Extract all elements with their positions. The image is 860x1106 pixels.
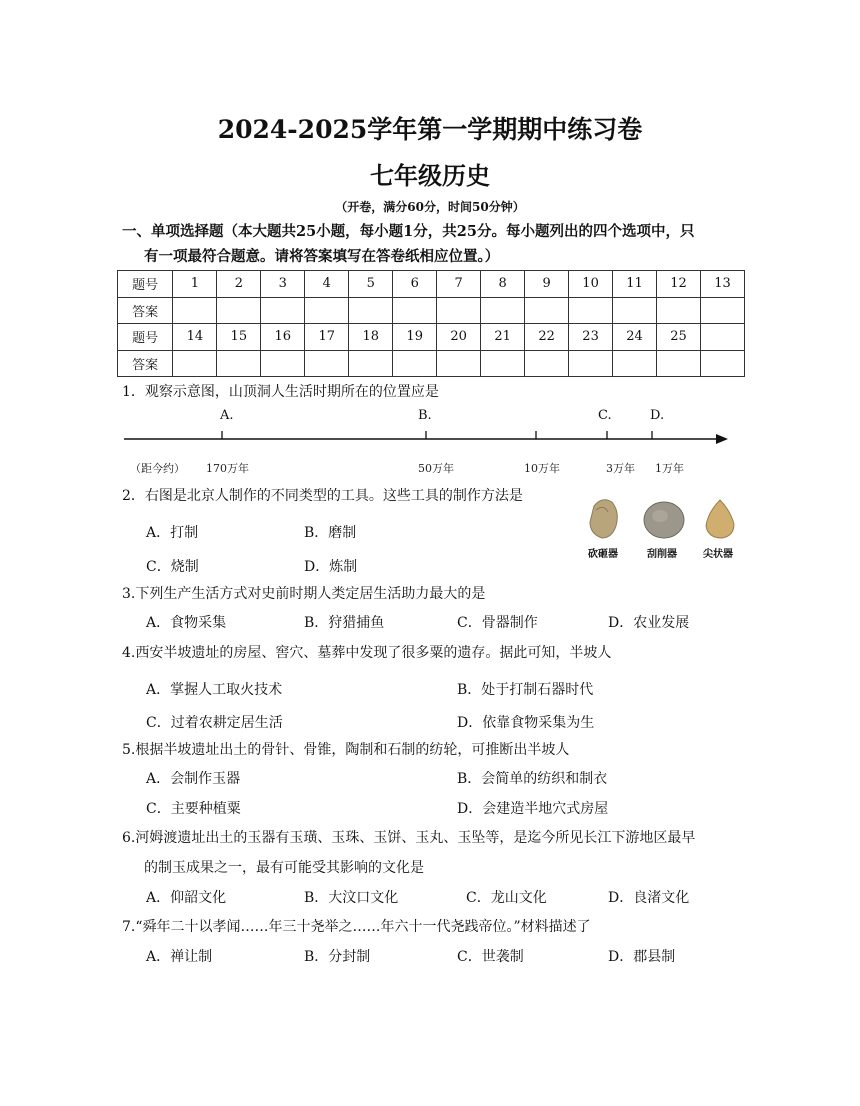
- table-cell: 18: [349, 324, 393, 351]
- section-heading-line2: 有一项最符合题意。请将答案填写在答卷纸相应位置。）: [144, 248, 500, 265]
- table-cell: 9: [525, 271, 569, 298]
- q6-option-a[interactable]: A．仰韶文化: [146, 890, 227, 906]
- table-cell: 16: [261, 324, 305, 351]
- tool-label-scraper: 刮削器: [647, 549, 677, 560]
- table-cell: 1: [173, 271, 217, 298]
- q4-option-c[interactable]: C．过着农耕定居生活: [146, 715, 283, 731]
- timeline-prefix: （距今约）: [130, 462, 185, 475]
- answer-cell[interactable]: [613, 350, 657, 377]
- answer-table: [117, 270, 745, 377]
- row-label: 题号: [118, 324, 173, 351]
- q7-option-c[interactable]: C．世袭制: [457, 949, 524, 965]
- table-cell: 23: [569, 324, 613, 351]
- q4-option-b[interactable]: B．处于打制石器时代: [457, 682, 594, 698]
- table-cell: 12: [657, 271, 701, 298]
- answer-cell[interactable]: [481, 297, 525, 324]
- timeline-label: 10万年: [524, 462, 560, 475]
- table-cell: 7: [437, 271, 481, 298]
- answer-cell[interactable]: [349, 350, 393, 377]
- q5-option-d[interactable]: D．会建造半地穴式房屋: [457, 801, 609, 817]
- answer-cell[interactable]: [481, 350, 525, 377]
- chopper-stone-icon: [590, 500, 617, 538]
- answer-cell[interactable]: [349, 297, 393, 324]
- row-label: 答案: [118, 297, 173, 324]
- answer-cell[interactable]: [569, 350, 613, 377]
- timeline-label: 50万年: [418, 462, 454, 475]
- q6-option-c[interactable]: C．龙山文化: [466, 890, 547, 906]
- timeline-mark-d: D.: [650, 408, 665, 423]
- exam-note: （开卷，满分60分，时间50分钟）: [335, 200, 525, 214]
- answer-cell[interactable]: [657, 297, 701, 324]
- table-cell: 21: [481, 324, 525, 351]
- answer-cell[interactable]: [701, 350, 745, 377]
- question-4-stem: 4.西安半坡遗址的房屋、窖穴、墓葬中发现了很多粟的遗存。据此可知，半坡人: [122, 645, 612, 661]
- q7-option-b[interactable]: B．分封制: [304, 949, 371, 965]
- q5-option-c[interactable]: C．主要种植粟: [146, 801, 241, 817]
- question-2-stem: 2．右图是北京人制作的不同类型的工具。这些工具的制作方法是: [122, 488, 523, 504]
- table-cell: 11: [613, 271, 657, 298]
- timeline-mark-b: B.: [418, 408, 432, 423]
- answer-cell[interactable]: [217, 350, 261, 377]
- answer-cell[interactable]: [393, 350, 437, 377]
- table-row: [118, 271, 745, 298]
- table-cell: 15: [217, 324, 261, 351]
- answer-cell[interactable]: [173, 297, 217, 324]
- q7-option-d[interactable]: D．郡县制: [608, 949, 676, 965]
- q6-option-d[interactable]: D．良渚文化: [608, 890, 690, 906]
- arrow-head-icon: [716, 434, 728, 444]
- q2-option-d[interactable]: D．炼制: [304, 559, 358, 575]
- timeline-mark-a: A.: [220, 408, 234, 423]
- exam-subtitle: 七年级历史: [370, 161, 490, 190]
- answer-cell[interactable]: [261, 350, 305, 377]
- q7-option-a[interactable]: A．禅让制: [146, 949, 213, 965]
- answer-cell[interactable]: [525, 297, 569, 324]
- q4-option-d[interactable]: D．依靠食物采集为生: [457, 715, 595, 731]
- table-cell: 10: [569, 271, 613, 298]
- table-cell: 19: [393, 324, 437, 351]
- table-cell: 4: [305, 271, 349, 298]
- answer-cell[interactable]: [305, 350, 349, 377]
- timeline-mark-c: C.: [598, 408, 612, 423]
- answer-cell[interactable]: [393, 297, 437, 324]
- question-1-stem: 1．观察示意图，山顶洞人生活时期所在的位置应是: [122, 384, 439, 400]
- q2-option-a[interactable]: A．打制: [146, 525, 199, 541]
- timeline-label: 170万年: [206, 462, 249, 475]
- answer-cell[interactable]: [569, 297, 613, 324]
- table-cell: 3: [261, 271, 305, 298]
- q3-option-c[interactable]: C．骨器制作: [457, 615, 538, 631]
- q3-option-d[interactable]: D．农业发展: [608, 615, 690, 631]
- answer-cell[interactable]: [305, 297, 349, 324]
- answer-cell[interactable]: [701, 297, 745, 324]
- table-cell: 13: [701, 271, 745, 298]
- q4-option-a[interactable]: A．掌握人工取火技术: [146, 682, 283, 698]
- question-3-stem: 3.下列生产生活方式对史前时期人类定居生活助力最大的是: [122, 586, 486, 602]
- answer-cell[interactable]: [217, 297, 261, 324]
- q5-option-a[interactable]: A．会制作玉器: [146, 771, 241, 787]
- row-label: 题号: [118, 271, 173, 298]
- answer-cell[interactable]: [437, 297, 481, 324]
- table-cell: 25: [657, 324, 701, 351]
- table-cell: 17: [305, 324, 349, 351]
- pointed-tool-stone-icon: [706, 500, 734, 538]
- table-cell: 22: [525, 324, 569, 351]
- question-5-stem: 5.根据半坡遗址出土的骨针、骨锥，陶制和石制的纺轮，可推断出半坡人: [122, 742, 570, 758]
- answer-cell[interactable]: [173, 350, 217, 377]
- table-row: [118, 350, 745, 377]
- exam-title: 2024-2025学年第一学期期中练习卷: [217, 115, 643, 144]
- section-heading-line1: 一、单项选择题（本大题共25小题，每小题1分，共25分。每小题列出的四个选项中，只: [122, 223, 695, 240]
- row-label: 答案: [118, 350, 173, 377]
- table-cell: 6: [393, 271, 437, 298]
- q3-option-b[interactable]: B．狩猎捕鱼: [304, 615, 385, 631]
- table-cell: [701, 324, 745, 351]
- table-row: [118, 297, 745, 324]
- table-row: [118, 324, 745, 351]
- q2-option-b[interactable]: B．磨制: [304, 525, 357, 541]
- answer-cell[interactable]: [261, 297, 305, 324]
- table-cell: 5: [349, 271, 393, 298]
- question-6-stem-line2: 的制玉成果之一，最有可能受其影响的文化是: [144, 860, 424, 876]
- table-cell: 2: [217, 271, 261, 298]
- question-7-stem: 7.“舜年二十以孝闻……年三十尧举之……年六十一代尧践帝位。”材料描述了: [122, 919, 591, 935]
- q6-option-b[interactable]: B．大汶口文化: [304, 890, 399, 906]
- tool-label-chopper: 砍砸器: [588, 549, 618, 560]
- q3-option-a[interactable]: A．食物采集: [146, 615, 227, 631]
- answer-cell[interactable]: [437, 350, 481, 377]
- table-cell: 14: [173, 324, 217, 351]
- tool-label-pointed: 尖状器: [703, 549, 733, 560]
- answer-cell[interactable]: [657, 350, 701, 377]
- table-cell: 20: [437, 324, 481, 351]
- timeline-label: 3万年: [606, 462, 635, 475]
- timeline-label: 1万年: [655, 462, 684, 475]
- table-cell: 24: [613, 324, 657, 351]
- question-6-stem-line1: 6.河姆渡遗址出土的玉器有玉璜、玉珠、玉饼、玉丸、玉坠等，是迄今所见长江下游地区最早: [122, 830, 696, 846]
- q5-option-b[interactable]: B．会简单的纺织和制衣: [457, 771, 608, 787]
- answer-cell[interactable]: [613, 297, 657, 324]
- table-cell: 8: [481, 271, 525, 298]
- answer-cell[interactable]: [525, 350, 569, 377]
- q2-option-c[interactable]: C．烧制: [146, 559, 199, 575]
